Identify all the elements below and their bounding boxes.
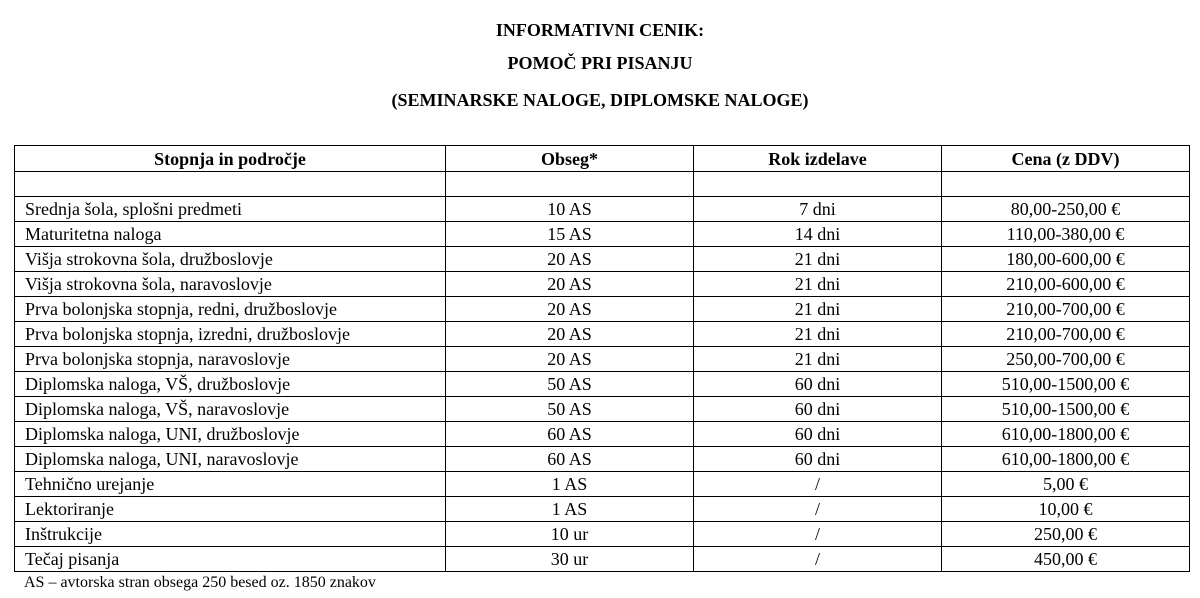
table-cell-price: 250,00 €	[942, 522, 1190, 547]
table-row	[15, 272, 1190, 297]
table-cell-level: Prva bolonjska stopnja, naravoslovje	[15, 347, 446, 372]
table-cell-level: Prva bolonjska stopnja, izredni, družboslovje	[15, 322, 446, 347]
document-subtitle: POMOČ PRI PISANJU	[507, 53, 693, 73]
table-cell-scope: 10 ur	[446, 522, 694, 547]
table-cell-price: 510,00-1500,00 €	[942, 372, 1190, 397]
table-cell-level: Tehnično urejanje	[15, 472, 446, 497]
table-cell-level: Višja strokovna šola, naravoslovje	[15, 272, 446, 297]
table-cell-deadline: 60 dni	[694, 422, 942, 447]
table-row	[15, 297, 1190, 322]
table-cell-level: Inštrukcije	[15, 522, 446, 547]
table-cell-price: 510,00-1500,00 €	[942, 397, 1190, 422]
table-row	[15, 397, 1190, 422]
table-cell-deadline: 21 dni	[694, 322, 942, 347]
table-cell-scope: 50 AS	[446, 372, 694, 397]
table-cell-deadline: /	[694, 547, 942, 572]
table-row	[15, 522, 1190, 547]
table-cell-level: Prva bolonjska stopnja, redni, družboslovje	[15, 297, 446, 322]
table-cell-level: Diplomska naloga, VŠ, družboslovje	[15, 372, 446, 397]
table-cell-scope: 20 AS	[446, 347, 694, 372]
table-cell-deadline: 60 dni	[694, 397, 942, 422]
table-cell-price: 80,00-250,00 €	[942, 197, 1190, 222]
table-cell-price: 110,00-380,00 €	[942, 222, 1190, 247]
table-cell-scope: 20 AS	[446, 247, 694, 272]
table-cell-price: 610,00-1800,00 €	[942, 422, 1190, 447]
table-cell-scope: 60 AS	[446, 447, 694, 472]
table-cell-deadline: 21 dni	[694, 297, 942, 322]
table-body	[15, 172, 1190, 572]
column-header-level: Stopnja in področje	[15, 146, 446, 172]
table-cell	[694, 172, 942, 197]
table-cell-scope: 1 AS	[446, 497, 694, 522]
table-cell-deadline: /	[694, 472, 942, 497]
price-table	[14, 145, 1190, 572]
document-subtitle-detail: (SEMINARSKE NALOGE, DIPLOMSKE NALOGE)	[391, 90, 809, 110]
table-row	[15, 547, 1190, 572]
table-cell-scope: 20 AS	[446, 272, 694, 297]
table-cell-scope: 1 AS	[446, 472, 694, 497]
table-row	[15, 247, 1190, 272]
table-cell-price: 180,00-600,00 €	[942, 247, 1190, 272]
table-cell-price: 10,00 €	[942, 497, 1190, 522]
table-cell-deadline: 60 dni	[694, 372, 942, 397]
table-cell-level: Lektoriranje	[15, 497, 446, 522]
table-cell-scope: 30 ur	[446, 547, 694, 572]
table-cell-scope: 15 AS	[446, 222, 694, 247]
table-cell-level: Diplomska naloga, UNI, družboslovje	[15, 422, 446, 447]
table-cell-level: Diplomska naloga, VŠ, naravoslovje	[15, 397, 446, 422]
table-row	[15, 372, 1190, 397]
table-cell-price: 450,00 €	[942, 547, 1190, 572]
column-header-scope: Obseg*	[446, 146, 694, 172]
table-row	[15, 472, 1190, 497]
table-row	[15, 497, 1190, 522]
table-cell-scope: 60 AS	[446, 422, 694, 447]
table-row	[15, 347, 1190, 372]
table-cell-scope: 20 AS	[446, 297, 694, 322]
table-cell-deadline: 60 dni	[694, 447, 942, 472]
table-cell-level: Diplomska naloga, UNI, naravoslovje	[15, 447, 446, 472]
table-cell-scope: 50 AS	[446, 397, 694, 422]
table-cell-scope: 20 AS	[446, 322, 694, 347]
table-row-empty	[15, 172, 1190, 197]
footnote: AS – avtorska stran obsega 250 besed oz. 1850 znakov	[24, 574, 376, 591]
table-cell-deadline: 14 dni	[694, 222, 942, 247]
table-cell-price: 210,00-700,00 €	[942, 297, 1190, 322]
table-cell-deadline: 21 dni	[694, 272, 942, 297]
table-row	[15, 322, 1190, 347]
table-cell-price: 610,00-1800,00 €	[942, 447, 1190, 472]
table-cell-level: Srednja šola, splošni predmeti	[15, 197, 446, 222]
table-cell-price: 250,00-700,00 €	[942, 347, 1190, 372]
table-cell-deadline: /	[694, 522, 942, 547]
table-cell-deadline: 21 dni	[694, 247, 942, 272]
table-header-row	[15, 146, 1190, 172]
table-row	[15, 197, 1190, 222]
table-cell	[15, 172, 446, 197]
column-header-price: Cena (z DDV)	[942, 146, 1190, 172]
table-cell	[942, 172, 1190, 197]
table-cell-price: 5,00 €	[942, 472, 1190, 497]
table-cell-scope: 10 AS	[446, 197, 694, 222]
table-row	[15, 422, 1190, 447]
table-cell-level: Maturitetna naloga	[15, 222, 446, 247]
table-cell-price: 210,00-600,00 €	[942, 272, 1190, 297]
table-cell-level: Tečaj pisanja	[15, 547, 446, 572]
table-row	[15, 447, 1190, 472]
table-cell	[446, 172, 694, 197]
table-cell-deadline: 7 dni	[694, 197, 942, 222]
table-row	[15, 222, 1190, 247]
table-cell-deadline: /	[694, 497, 942, 522]
table-cell-deadline: 21 dni	[694, 347, 942, 372]
document-title: INFORMATIVNI CENIK:	[495, 20, 705, 40]
column-header-deadline: Rok izdelave	[694, 146, 942, 172]
table-cell-level: Višja strokovna šola, družboslovje	[15, 247, 446, 272]
table-cell-price: 210,00-700,00 €	[942, 322, 1190, 347]
